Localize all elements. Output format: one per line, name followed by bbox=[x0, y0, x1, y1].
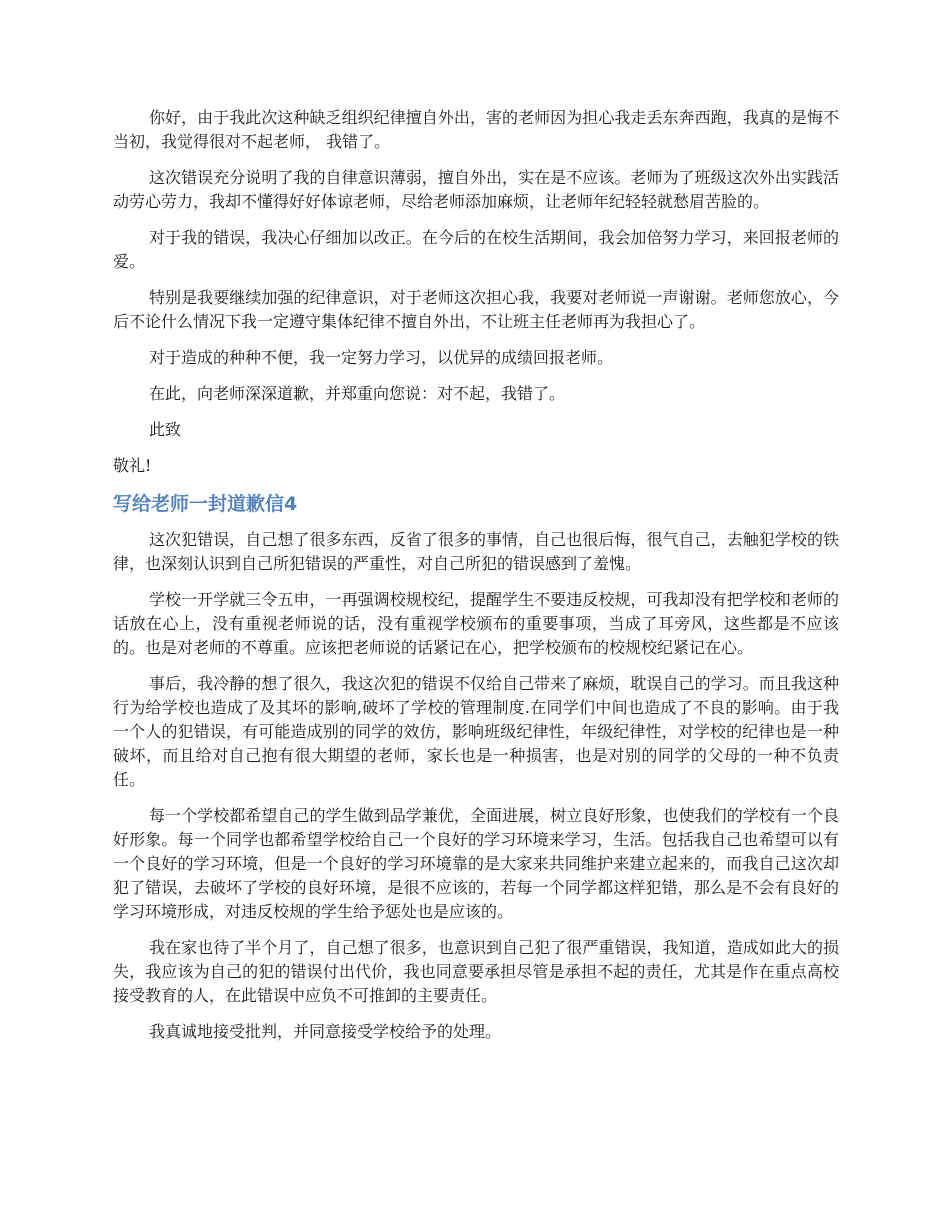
paragraph: 对于造成的种种不便，我一定努力学习，以优异的成绩回报老师。 bbox=[149, 348, 614, 367]
document-page bbox=[113, 106, 839, 1056]
letter-section-2 bbox=[113, 490, 839, 1044]
paragraph: 你好，由于我此次这种缺乏组织纪律擅自外出，害的老师因为担心我走丢东奔西跑，我真的是悔不当初，我觉得很对不起老师， 我错了。 bbox=[113, 108, 839, 151]
paragraph: 每一个学校都希望自己的学生做到品学兼优，全面进展，树立良好形象，也使我们的学校有一个良好形象。每一个同学也都希望学校给自己一个良好的学习环境来学习，生活。包括我自己也希望可以有一个良好的学习环境，但是一个良好的学习环境靠的是大家来共同维护来建立起来的，而我自己这次却犯了错误，去破坏了学校的良好环境，是很不应该的，若每一个同学都这样犯错，那么是不会有良好的学习环境形成，对违反校规的学生给予惩处也是应该的。 bbox=[113, 806, 839, 921]
paragraph: 事后，我冷静的想了很久，我这次犯的错误不仅给自己带来了麻烦，耽误自己的学习。而且我这种行为给学校也造成了及其坏的影响,破坏了学校的管理制度.在同学们中间也造成了不良的影响。由于我一个人的犯错误，有可能造成别的同学的效仿，影响班级纪律性，年级纪律性，对学校的纪律也是一种破坏，而且给对自己抱有很大期望的老师，家长也是一种损害，也是对别的同学的父母的一种不负责任。 bbox=[113, 674, 839, 789]
paragraph: 对于我的错误，我决心仔细加以改正。在今后的在校生活期间，我会加倍努力学习，来回报老师的爱。 bbox=[113, 228, 839, 271]
paragraph: 特别是我要继续加强的纪律意识，对于老师这次担心我，我要对老师说一声谢谢。老师您放心，今后不论什么情况下我一定遵守集体纪律不擅自外出，不让班主任老师再为我担心了。 bbox=[113, 288, 839, 331]
paragraph: 在此，向老师深深道歉，并郑重向您说：对不起，我错了。 bbox=[149, 384, 566, 403]
paragraph: 这次犯错误，自己想了很多东西，反省了很多的事情，自己也很后悔，很气自己，去触犯学校的铁律，也深刻认识到自己所犯错误的严重性，对自己所犯的错误感到了羞愧。 bbox=[113, 530, 839, 573]
closing: 敬礼! bbox=[113, 456, 152, 475]
paragraph: 我真诚地接受批判，并同意接受学校给予的处理。 bbox=[149, 1022, 502, 1041]
letter-section-1 bbox=[113, 106, 839, 478]
paragraph: 学校一开学就三令五申，一再强调校规校纪，提醒学生不要违反校规，可我却没有把学校和老师的话放在心上，没有重视老师说的话，没有重视学校颁布的重要事项，当成了耳旁风，这些都是不应该的。也是对老师的不尊重。应该把老师说的话紧记在心，把学校颁布的校规校纪紧记在心。 bbox=[113, 590, 839, 657]
paragraph: 这次错误充分说明了我的自律意识薄弱，擅自外出，实在是不应该。老师为了班级这次外出实践活动劳心劳力，我却不懂得好好体谅老师，尽给老师添加麻烦，让老师年纪轻轻就愁眉苦脸的。 bbox=[113, 168, 839, 211]
salutation: 此致 bbox=[149, 420, 182, 439]
section-heading: 写给老师一封道歉信4 bbox=[113, 493, 298, 515]
paragraph: 我在家也待了半个月了，自己想了很多，也意识到自己犯了很严重错误，我知道，造成如此大的损失，我应该为自己的犯的错误付出代价，我也同意要承担尽管是承担不起的责任，尤其是作在重点高校接受教育的人，在此错误中应负不可推卸的主要责任。 bbox=[113, 938, 839, 1005]
